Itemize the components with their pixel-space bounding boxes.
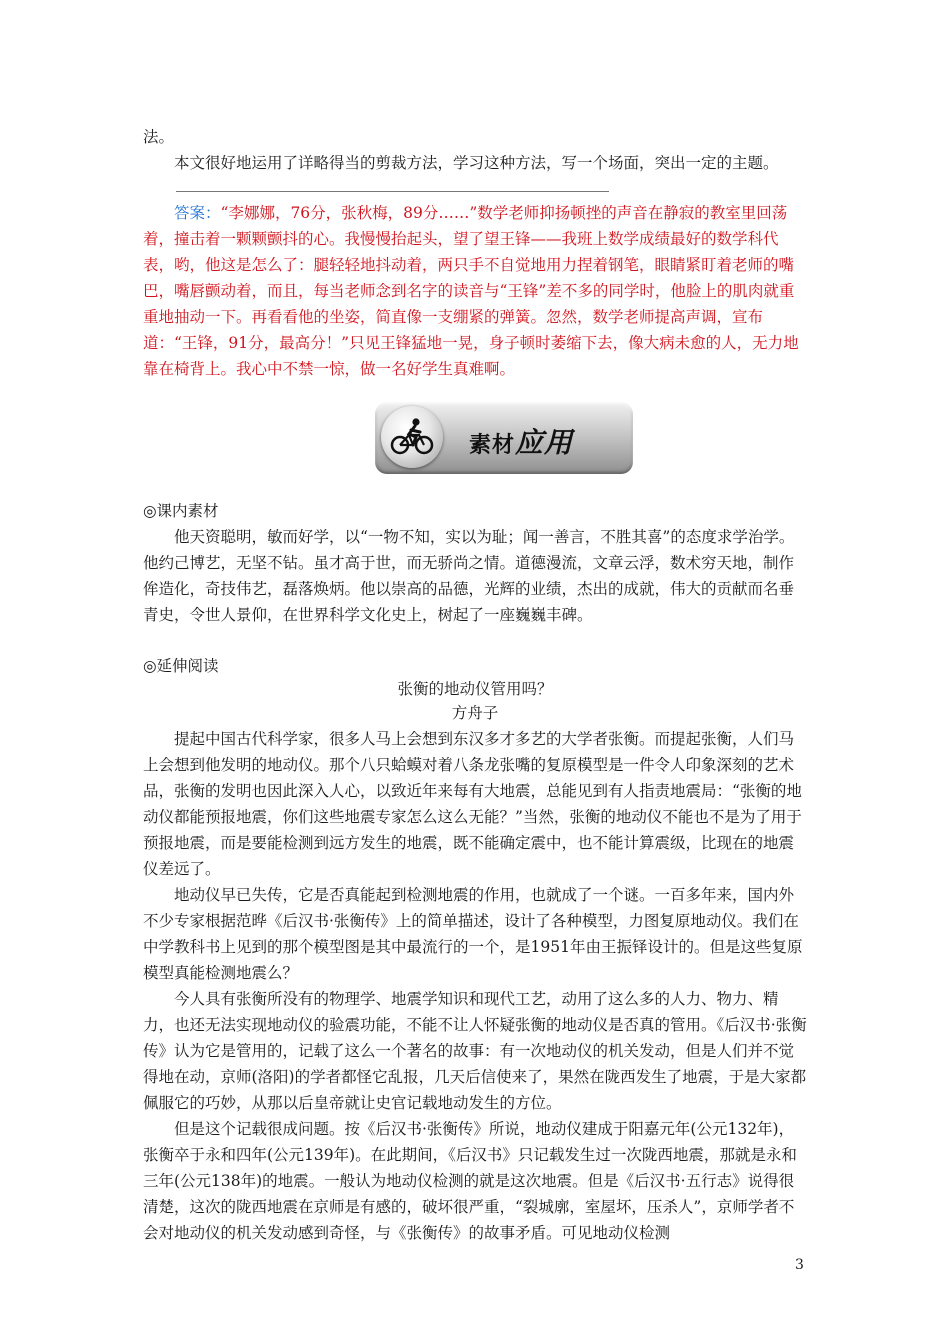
exercise-task: 本文很好地运用了详略得当的剪裁方法，学习这种方法，写一个场面，突出一定的主题。: [174, 154, 779, 172]
article-paragraph-3: 今人具有张衡所没有的物理学、地震学知识和现代工艺，动用了这么多的人力、物力、精力，也还无法实现地动仪的验震功能，不能不让人怀疑张衡的地动仪是否真的管用。《后汉书·张衡传》认为它是管用的，记载了这么一个著名的故事：有一次地动仪的机关发动，但是人们并不觉得地在动，京师(洛阳)的学者都怪它乱报，几天后信使来了，果然在陇西发生了地震，于是大家都佩服它的巧妙，从那以后皇帝就让史官记载地动发生的方位。: [143, 990, 807, 1112]
banner-title: [469, 421, 573, 461]
answer-label: 答案：: [174, 204, 221, 222]
banner-title-small: 素材: [469, 432, 516, 458]
article-author: 方舟子: [451, 704, 499, 722]
section-heading-in-class: ◎课内素材: [143, 502, 219, 520]
answer-text: “李娜娜，76分，张秋梅，89分……”数学老师抑扬顿挫的声音在静寂的教室里回荡着，撞击着一颗颗颤抖的心。我慢慢抬起头，望了望王锋——我班上数学成绩最好的数学科代表，哟，他这是怎么了：腿轻轻地抖动着，两只手不自觉地用力捏着钢笔，眼睛紧盯着老师的嘴巴，嘴唇颤动着，而且，每当老师念到名字的读音与“王锋”差不多的同学时，他脸上的肌肉就重重地抽动一下。再看看他的坐姿，简直像一支绷紧的弹簧。忽然，数学老师提高声调，宣布道：“王锋，91分，最高分！”只见王锋猛地一晃，身子顿时萎缩下去，像大病未愈的人，无力地靠在椅背上。我心中不禁一惊，做一名好学生真难啊。: [143, 204, 799, 378]
article-paragraph-2: 地动仪早已失传，它是否真能起到检测地震的作用，也就成了一个谜。一百多年来，国内外不少专家根据范晔《后汉书·张衡传》上的简单描述，设计了各种模型，力图复原地动仪。我们在中学教科书上见到的那个模型图是其中最流行的一个，是1951年由王振铎设计的。但是这些复原模型真能检测地震么？: [143, 886, 803, 982]
article-title: 张衡的地动仪管用吗？: [397, 680, 553, 698]
divider-rule: [176, 191, 609, 192]
continuation-line: 法。: [143, 128, 175, 146]
answer-block: [143, 200, 807, 382]
section-banner: [375, 402, 633, 474]
cyclist-icon: [389, 416, 435, 456]
section-heading-extended: ◎延伸阅读: [143, 657, 219, 675]
banner-title-big: 应用: [515, 426, 574, 459]
article-paragraph-1: 提起中国古代科学家，很多人马上会想到东汉多才多艺的大学者张衡。而提起张衡，人们马上会想到他发明的地动仪。那个八只蛤蟆对着八条龙张嘴的复原模型是一件令人印象深刻的艺术品，张衡的发明也因此深入人心，以致近年来每有大地震，总能见到有人指责地震局：“张衡的地动仪都能预报地震，你们这些地震专家怎么这么无能？”当然，张衡的地动仪不能也不是为了用于预报地震，而是要能检测到远方发生的地震，既不能确定震中，也不能计算震级，比现在的地震仪差远了。: [143, 730, 802, 878]
page-number: 3: [795, 1257, 804, 1273]
cyclist-badge: [381, 406, 443, 468]
in-class-material: 他天资聪明，敏而好学，以“一物不知，实以为耻；闻一善言，不胜其喜”的态度求学治学。他约己博艺，无坚不钻。虽才高于世，而无骄尚之情。道德漫流，文章云浮，数术穷天地，制作侔造化，奇技伟艺，磊落焕炳。他以崇高的品德，光辉的业绩，杰出的成就，伟大的贡献而名垂青史，令世人景仰，在世界科学文化史上，树起了一座巍巍丰碑。: [143, 528, 795, 624]
article-paragraph-4: 但是这个记载很成问题。按《后汉书·张衡传》所说，地动仪建成于阳嘉元年(公元132年)，张衡卒于永和四年(公元139年)。在此期间，《后汉书》只记载发生过一次陇西地震，那就是永和三年(公元138年)的地震。一般认为地动仪检测的就是这次地震。但是《后汉书·五行志》说得很清楚，这次的陇西地震在京师是有感的，破坏很严重，“裂城廓，室屋坏，压杀人”，京师学者不会对地动仪的机关发动感到奇怪，与《张衡传》的故事矛盾。可见地动仪检测: [143, 1120, 797, 1242]
